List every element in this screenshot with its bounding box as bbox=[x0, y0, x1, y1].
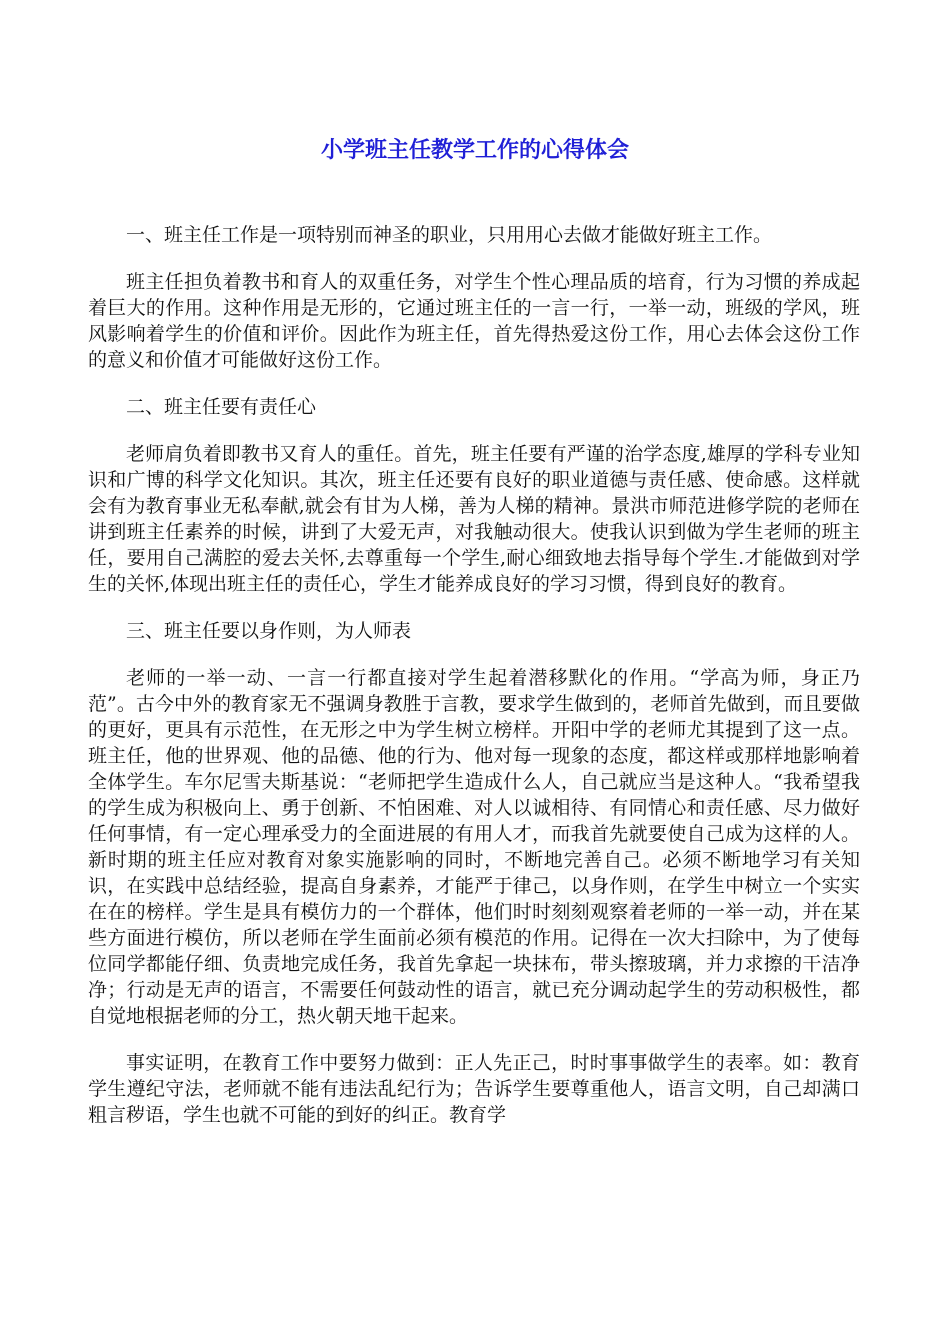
section-heading-2: 二、班主任要有责任心 bbox=[126, 396, 317, 418]
section-heading-3: 三、班主任要以身作则，为人师表 bbox=[126, 620, 412, 642]
section-heading-1: 一、班主任工作是一项特别而神圣的职业，只用用心去做才能做好班主工作。 bbox=[126, 224, 773, 246]
paragraph: 老师的一举一动、一言一行都直接对学生起着潜移默化的作用。“学高为师，身正乃范”。古今中外的教育家无不强调身教胜于言教，要求学生做到的，老师首先做到，而且要做的更好，更具有示范性，在无形之中为学生树立榜样。开阳中学的老师尤其提到了这一点。班主任，他的世界观、他的品德、他的行为、他对每一现象的态度，都这样或那样地影响着全体学生。车尔尼雪夫斯基说：“老师把学生造成什么人，自己就应当是这种人。“我希望我的学生成为积极向上、勇于创新、不怕困难、对人以诚相待、有同情心和责任感、尽力做好任何事情，有一定心理承受力的全面进展的有用人才，而我首先就要使自己成为这样的人。新时期的班主任应对教育对象实施影响的同时，不断地完善自己。必须不断地学习有关知识，在实践中总结经验，提高自身素养，才能严于律己，以身作则，在学生中树立一个实实在在的榜样。学生是具有模仿力的一个群体，他们时时刻刻观察着老师的一举一动，并在某些方面进行模仿，所以老师在学生面前必须有模范的作用。记得在一次大扫除中，为了使每位同学都能仔细、负责地完成任务，我首先拿起一块抹布，带头擦玻璃，并力求擦的干洁净净；行动是无声的语言，不需要任何鼓动性的语言，就已充分调动起学生的劳动积极性，都自觉地根据老师的分工，热火朝天地干起来。 bbox=[88, 667, 860, 1027]
document-title: 小学班主任教学工作的心得体会 bbox=[320, 138, 629, 163]
paragraph: 班主任担负着教书和育人的双重任务，对学生个性心理品质的培育，行为习惯的养成起着巨大的作用。这种作用是无形的，它通过班主任的一言一行，一举一动，班级的学风，班风影响着学生的价值和评价。因此作为班主任，首先得热爱这份工作，用心去体会这份工作的意义和价值才可能做好这份工作。 bbox=[88, 271, 860, 371]
document-body bbox=[88, 222, 860, 1149]
paragraph: 老师肩负着即教书又育人的重任。首先，班主任要有严谨的治学态度,雄厚的学科专业知识和广博的科学文化知识。其次，班主任还要有良好的职业道德与责任感、使命感。这样就会有为教育事业无私奉献,就会有甘为人梯，善为人梯的精神。景洪市师范进修学院的老师在讲到班主任素养的时候，讲到了大爱无声，对我触动很大。使我认识到做为学生老师的班主任，要用自己满腔的爱去关怀,去尊重每一个学生,耐心细致地去指导每个学生.才能做到对学生的关怀,体现出班主任的责任心，学生才能养成良好的学习习惯，得到良好的教育。 bbox=[88, 443, 860, 595]
paragraph: 事实证明，在教育工作中要努力做到：正人先正己，时时事事做学生的表率。如：教育学生遵纪守法，老师就不能有违法乱纪行为；告诉学生要尊重他人，语言文明，自己却满口粗言秽语，学生也就不可能的到好的纠正。教育学 bbox=[88, 1052, 860, 1126]
